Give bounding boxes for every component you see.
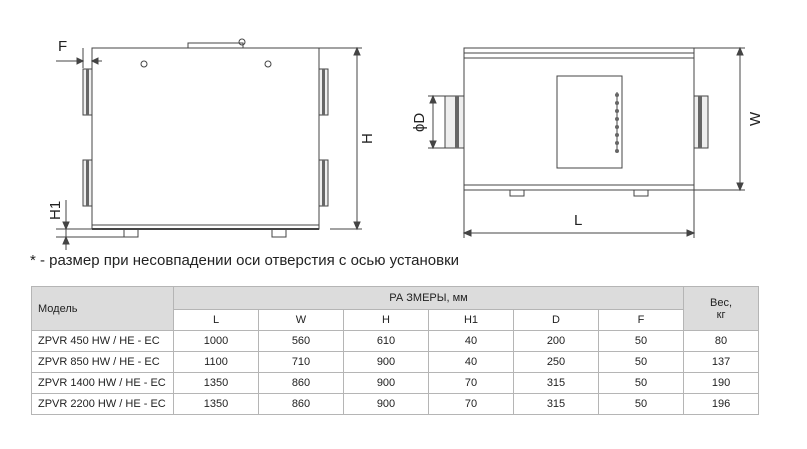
- dimensions-table: [31, 286, 759, 415]
- table-cell: 40: [429, 331, 514, 352]
- table-cell: 196: [684, 394, 759, 415]
- table-cell: 1350: [174, 394, 259, 415]
- footnote: * - размер при несовпадении оси отверстия с осью установки: [30, 252, 460, 269]
- front-view: [56, 39, 362, 250]
- table-cell: 610: [344, 331, 429, 352]
- model-cell: ZPVR 2200 HW / HE - EC: [32, 394, 174, 415]
- weight-header-line2: кг: [716, 308, 726, 321]
- table-cell: 50: [599, 394, 684, 415]
- model-cell: ZPVR 450 HW / HE - EC: [32, 331, 174, 352]
- table-row: [32, 331, 759, 352]
- dim-label-h: H: [359, 133, 376, 144]
- table-cell: 40: [429, 352, 514, 373]
- column-header: H1: [429, 310, 514, 331]
- table-cell: 200: [514, 331, 599, 352]
- dim-label-f: F: [58, 38, 68, 55]
- table-cell: 50: [599, 352, 684, 373]
- column-header: D: [514, 310, 599, 331]
- table-cell: 137: [684, 352, 759, 373]
- top-view: [428, 48, 745, 238]
- table-cell: 1350: [174, 373, 259, 394]
- dim-label-d: ϕD: [411, 112, 428, 132]
- dim-label-l: L: [574, 212, 583, 229]
- table-cell: 70: [429, 373, 514, 394]
- table-cell: 860: [259, 394, 344, 415]
- table-cell: 900: [344, 373, 429, 394]
- table-cell: 70: [429, 394, 514, 415]
- model-cell: ZPVR 1400 HW / HE - EC: [32, 373, 174, 394]
- table-cell: 860: [259, 373, 344, 394]
- table-cell: 50: [599, 373, 684, 394]
- table-cell: 900: [344, 394, 429, 415]
- table-cell: 1100: [174, 352, 259, 373]
- dimensions-group-header: РА ЗМЕРЫ, мм: [174, 287, 684, 310]
- table-cell: 710: [259, 352, 344, 373]
- column-header: L: [174, 310, 259, 331]
- table-cell: 1000: [174, 331, 259, 352]
- dim-label-w: W: [747, 111, 764, 126]
- table-cell: 80: [684, 331, 759, 352]
- table-cell: 315: [514, 394, 599, 415]
- table-cell: 315: [514, 373, 599, 394]
- column-header: H: [344, 310, 429, 331]
- table-cell: 560: [259, 331, 344, 352]
- dim-label-h1: H1: [47, 200, 64, 220]
- model-header: Модель: [32, 287, 174, 331]
- table-cell: 190: [684, 373, 759, 394]
- weight-header: [684, 287, 759, 331]
- table-row: [32, 373, 759, 394]
- table-cell: 900: [344, 352, 429, 373]
- weight-header-line1: Вес,: [710, 296, 733, 309]
- table-row: [32, 394, 759, 415]
- column-header: F: [599, 310, 684, 331]
- table-cell: 50: [599, 331, 684, 352]
- model-cell: ZPVR 850 HW / HE - EC: [32, 352, 174, 373]
- column-header: W: [259, 310, 344, 331]
- table-row: [32, 352, 759, 373]
- table-cell: 250: [514, 352, 599, 373]
